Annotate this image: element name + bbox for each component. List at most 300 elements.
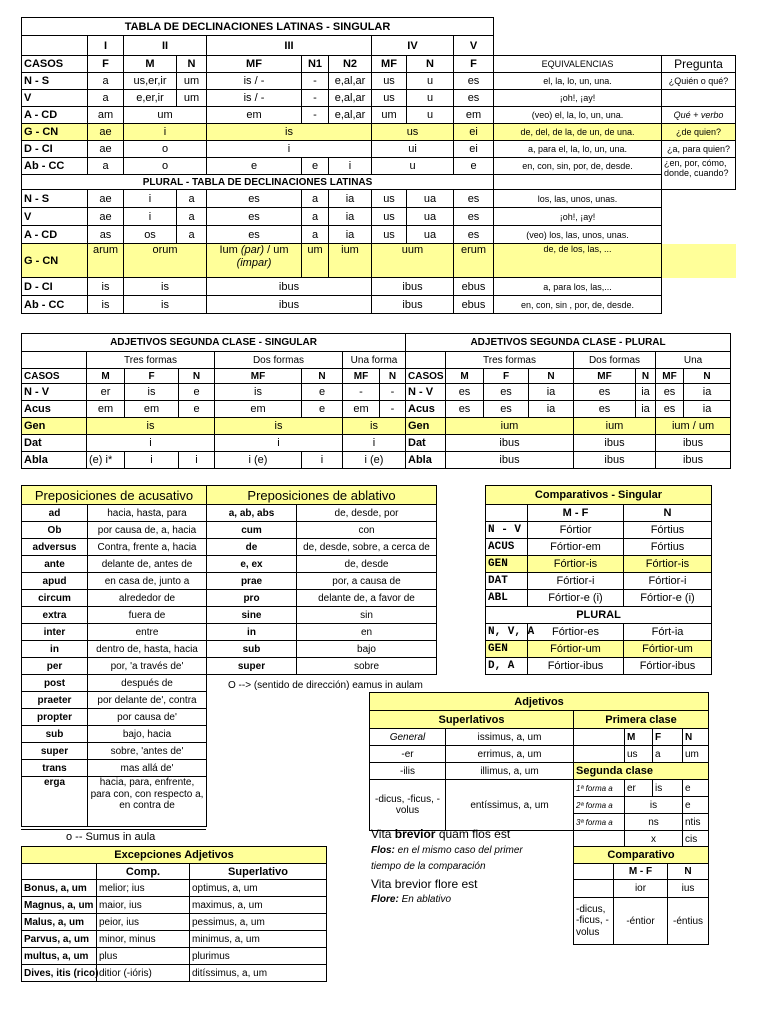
primera-ending: um [683, 746, 709, 763]
adj-tres-formas: Tres formas [446, 352, 574, 369]
comp-mf: Fórtior-es [528, 624, 624, 641]
exception-comparative: plus [97, 948, 190, 965]
adj-head-1: M [446, 369, 484, 384]
adj-row [22, 435, 406, 452]
adj-head-7: N [380, 369, 406, 384]
equivalencia-cell: ¡oh!, ¡ay! [494, 208, 662, 226]
prep-abl-row [207, 556, 437, 573]
ending-cell: e,al,ar [329, 90, 372, 107]
adj-forms-blank [406, 352, 446, 369]
comparativo-dicus-label: -dicus, -ficus, -volus [574, 898, 614, 945]
adj-cell: ium [446, 418, 574, 435]
prep-location-note: o -- Sumus in aula [66, 831, 156, 843]
prep-abl-row [207, 539, 437, 556]
exception-adjective: Parvus, a, um [22, 931, 97, 948]
adj-cell: er [87, 384, 125, 401]
comp-sing-row [486, 539, 712, 556]
prep-abl-row [207, 590, 437, 607]
pregunta-cell: Qué + verbo [662, 107, 736, 124]
comparativo-head-n: N [668, 864, 709, 880]
ending-cell: uum [372, 244, 454, 278]
super-label: -dicus, -ficus, -volus [370, 780, 446, 831]
equivalencia-cell: el, la, lo, un, una. [494, 73, 662, 90]
group-I: I [88, 36, 124, 56]
declension-table [21, 17, 729, 314]
caso-label: D - CI [22, 278, 88, 296]
adj-caso: Dat [22, 435, 87, 452]
adj-cell: ium [574, 418, 656, 435]
prep-meaning: mas allá de' [88, 760, 207, 777]
prep-meaning: en casa de, junto a [88, 573, 207, 590]
ending-cell: us [372, 73, 407, 90]
caso-label: Ab - CC [22, 296, 88, 314]
prep-word: praeter [22, 692, 88, 709]
prep-word: post [22, 675, 88, 692]
decl-head-2: M [124, 56, 177, 73]
ending-cell: a [177, 190, 207, 208]
prep-word: per [22, 658, 88, 675]
exception-comparative: peior, ius [97, 914, 190, 931]
ending-cell: es [454, 73, 494, 90]
exception-superlative: minimus, a, um [190, 931, 327, 948]
decl-head-4: MF [207, 56, 302, 73]
adj-cell: em [125, 401, 179, 418]
comp-n: Fórtior-ibus [624, 658, 712, 675]
prep-word: sub [22, 726, 88, 743]
prep-acc-row [22, 624, 207, 641]
adj-cell: e [302, 401, 343, 418]
segunda-clase-title: Segunda clase [574, 763, 709, 780]
segunda-ending: x [625, 831, 683, 848]
segunda-forma: 3ª forma a [574, 814, 625, 831]
adj-cell: e [179, 401, 215, 418]
adj-cell: ia [636, 401, 656, 418]
pregunta-cell-empty [662, 296, 736, 314]
prep-acc-row [22, 641, 207, 658]
adj-caso: Acus [406, 401, 446, 418]
prep-meaning: en [297, 624, 437, 641]
prepositions-accusative [21, 485, 206, 827]
ending-cell: es [207, 208, 302, 226]
comp-mf: Fórtior-em [528, 539, 624, 556]
equivalencia-cell: en, con, sin , por, de, desde. [494, 296, 662, 314]
segunda-ending: ntis [683, 814, 709, 831]
adj-cell: i (e) [215, 452, 302, 469]
caso-label: D - CI [22, 141, 88, 158]
prep-divider [21, 829, 206, 830]
comp-case: GEN [486, 556, 528, 573]
ending-cell: i [124, 124, 207, 141]
prep-meaning: por causa de, a, hacia [88, 522, 207, 539]
pregunta-cell-empty [662, 226, 736, 244]
ending-cell: a [88, 73, 124, 90]
vita-line-4: Vita brevior flore est [371, 877, 478, 891]
segunda-ending: er [625, 780, 653, 797]
ending-cell: is [88, 296, 124, 314]
segunda-ending: e [683, 780, 709, 797]
ending-cell: is [88, 278, 124, 296]
prep-word: ad [22, 505, 88, 522]
ending-cell: us [372, 90, 407, 107]
comp-sing-row [486, 590, 712, 607]
prep-word: extra [22, 607, 88, 624]
prep-meaning: hacia, para, enfrente, para con, con respecto a, en contra de [88, 777, 207, 827]
ending-cell: ia [329, 226, 372, 244]
adj-cell: ibus [656, 452, 731, 469]
adj-singular-grid [21, 333, 406, 469]
exception-superlative: maximus, a, um [190, 897, 327, 914]
ending-cell: ibus [372, 278, 454, 296]
decl-head-5: N1 [302, 56, 329, 73]
ending-cell: ei [454, 124, 494, 141]
comp-case: D, A [486, 658, 528, 675]
adj-cell: i (e) [343, 452, 406, 469]
comp-head-n: N [624, 505, 712, 522]
caso-label: N - S [22, 190, 88, 208]
adj-cell: (e) i* [87, 452, 125, 469]
ending-cell: ibus [207, 296, 372, 314]
prep-meaning: delante de, antes de [88, 556, 207, 573]
prep-meaning: bajo [297, 641, 437, 658]
adj-cell: es [656, 384, 684, 401]
comp-n: Fórtius [624, 522, 712, 539]
segunda-ending: ns [625, 814, 683, 831]
comp-case: N - V [486, 522, 528, 539]
prep-word: in [22, 641, 88, 658]
comparatives-grid [485, 485, 712, 675]
adj-cell: i [302, 452, 343, 469]
adj-caso: Abla [406, 452, 446, 469]
prep-acc-row [22, 658, 207, 675]
comp-case: N, V, A [486, 624, 528, 641]
ending-cell: ua [407, 208, 454, 226]
prep-word: circum [22, 590, 88, 607]
prep-word: sine [207, 607, 297, 624]
prep-meaning: hacia, hasta, para [88, 505, 207, 522]
adj-cell: is [215, 384, 302, 401]
equivalencia-cell: en, con, sin, por, de, desde. [494, 158, 662, 175]
adj-cell: is [343, 418, 406, 435]
comp-case: GEN [486, 641, 528, 658]
equivalencia-cell: a, para el, la, lo, un, una. [494, 141, 662, 158]
prep-word: e, ex [207, 556, 297, 573]
equivalencias-head: EQUIVALENCIAS [494, 56, 662, 73]
adj-forms-blank [22, 352, 87, 369]
prep-meaning: Contra, frente a, hacia [88, 539, 207, 556]
comp-n: Fórtior-um [624, 641, 712, 658]
adj-cell: i [125, 452, 179, 469]
ending-cell: e [302, 158, 329, 175]
super-ending: errimus, a, um [446, 746, 574, 763]
adj-cell: ibus [574, 435, 656, 452]
prep-acc-row [22, 505, 207, 522]
adj-row [22, 452, 406, 469]
adj-row [22, 384, 406, 401]
comp-plur-row [486, 641, 712, 658]
adj-row [406, 418, 731, 435]
exceptions-title: Excepciones Adjetivos [22, 847, 327, 864]
adj-head-3: N [179, 369, 215, 384]
ending-cell: es [207, 190, 302, 208]
ending-cell: a [88, 90, 124, 107]
comp-case: ACUS [486, 539, 528, 556]
exceptions-grid [21, 846, 327, 982]
prep-abl-row [207, 522, 437, 539]
prep-meaning: entre [88, 624, 207, 641]
ending-cell: us [372, 124, 454, 141]
adj-caso: N - V [22, 384, 87, 401]
caso-label: A - CD [22, 226, 88, 244]
comp-mf: Fórtior-e (i) [528, 590, 624, 607]
segunda-forma [574, 831, 625, 848]
adj-head-6: MF [656, 369, 684, 384]
adj-cell: em [215, 401, 302, 418]
equivalencia-cell: a, para los, las,... [494, 278, 662, 296]
ending-cell: erum [454, 244, 494, 278]
exception-row [22, 914, 327, 931]
ending-cell: os [124, 226, 177, 244]
ending-cell: u [407, 90, 454, 107]
ending-cell: us,er,ir [124, 73, 177, 90]
ending-cell: o [124, 141, 207, 158]
comp-plur-row [486, 624, 712, 641]
ending-cell: am [88, 107, 124, 124]
ending-cell: i [207, 141, 372, 158]
decl-head-8: N [407, 56, 454, 73]
ending-cell: ui [372, 141, 454, 158]
decl-plural-row [22, 278, 736, 296]
ending-cell: es [454, 90, 494, 107]
vita-line-5: Flore: En ablativo [371, 894, 452, 905]
adj-cell: ibus [574, 452, 656, 469]
adj-una-forma: Una forma [343, 352, 406, 369]
prep-abl-row [207, 658, 437, 675]
adj-cell: ia [684, 401, 731, 418]
prep-word: apud [22, 573, 88, 590]
prep-acc-row [22, 692, 207, 709]
adj-head-7: N [684, 369, 731, 384]
ending-cell: ei [454, 141, 494, 158]
exception-comparative: ditior (-ióris) [97, 965, 190, 982]
exception-superlative: optimus, a, um [190, 880, 327, 897]
prep-meaning: sobre [297, 658, 437, 675]
comparativo-mf: ior [614, 880, 668, 898]
adj-caso: Dat [406, 435, 446, 452]
adj-cell: i [215, 435, 343, 452]
adj-row [406, 435, 731, 452]
exception-superlative: pessimus, a, um [190, 914, 327, 931]
comp-mf: Fórtior-is [528, 556, 624, 573]
caso-label: Ab - CC [22, 158, 88, 175]
prep-meaning: delante de, a favor de [297, 590, 437, 607]
exception-comparative: maior, ius [97, 897, 190, 914]
segunda-ending: cis [683, 831, 709, 848]
decl-head-0: CASOS [22, 56, 88, 73]
comp-n: Fórtior-i [624, 573, 712, 590]
prep-acc-row [22, 709, 207, 726]
comp-sing-row [486, 556, 712, 573]
comparativo-box [573, 846, 708, 945]
plural-title: PLURAL - TABLA DE DECLINACIONES LATINAS [22, 175, 494, 190]
comparativo-n: ius [668, 880, 709, 898]
adj-cell: - [380, 384, 406, 401]
comp-plur-row [486, 658, 712, 675]
comp-n: Fórtior-is [624, 556, 712, 573]
plural-title-gap [494, 175, 662, 190]
prep-meaning: de, desde, sobre, a cerca de [297, 539, 437, 556]
ending-cell: em [207, 107, 302, 124]
prep-word: cum [207, 522, 297, 539]
exception-superlative: plurimus [190, 948, 327, 965]
ending-cell: ibus [372, 296, 454, 314]
segunda-ending: is [653, 780, 683, 797]
adj-title: ADJETIVOS SEGUNDA CLASE - PLURAL [406, 334, 731, 352]
prep-word: propter [22, 709, 88, 726]
ending-cell: e,er,ir [124, 90, 177, 107]
caso-label: G - CN [22, 244, 88, 278]
adj-head-5: N [636, 369, 656, 384]
ending-cell: a [302, 226, 329, 244]
caso-label: V [22, 208, 88, 226]
ending-cell: um [177, 90, 207, 107]
primera-head: F [653, 729, 683, 746]
adj-head-2: F [484, 369, 529, 384]
adj-caso: Abla [22, 452, 87, 469]
decl-head-9: F [454, 56, 494, 73]
ending-cell: es [207, 226, 302, 244]
exception-adjective: Dives, itis (rico) [22, 965, 97, 982]
adj-cell: es [484, 401, 529, 418]
vita-line-3: tiempo de la comparación [371, 861, 486, 872]
adj-cell: ibus [446, 452, 574, 469]
prep-direction-note: O --> (sentido de dirección) eamus in aulam [228, 680, 423, 691]
decl-plural-row [22, 190, 736, 208]
adj-cell: es [446, 401, 484, 418]
adj-cell: ia [636, 384, 656, 401]
ending-cell: i [124, 190, 177, 208]
segunda-ending: e [683, 797, 709, 814]
prep-word: ante [22, 556, 88, 573]
decl-singular-row [22, 90, 736, 107]
adj-cell: is [87, 418, 215, 435]
prep-meaning: sobre, 'antes de' [88, 743, 207, 760]
decl-singular-row [22, 73, 736, 90]
prep-acc-row [22, 590, 207, 607]
adjectives-title: Adjetivos [370, 693, 709, 711]
adj-cell: es [484, 384, 529, 401]
exception-row [22, 931, 327, 948]
adj-cell: em [343, 401, 380, 418]
comp-case: ABL [486, 590, 528, 607]
ending-cell: us [372, 226, 407, 244]
exception-adjective: Bonus, a, um [22, 880, 97, 897]
ending-cell: ae [88, 124, 124, 141]
prep-meaning: de, desde, por [297, 505, 437, 522]
prep-meaning: sin [297, 607, 437, 624]
prep-meaning: dentro de, hasta, hacia [88, 641, 207, 658]
ending-cell: e [454, 158, 494, 175]
ending-cell: - [302, 90, 329, 107]
comparativo-dicus-n: -éntius [668, 898, 709, 945]
adj-row [22, 418, 406, 435]
comp-case: DAT [486, 573, 528, 590]
exception-row [22, 965, 327, 982]
equivalencia-cell: de, de los, las, ... [494, 244, 662, 278]
group-III: III [207, 36, 372, 56]
comp-n: Fórtius [624, 539, 712, 556]
prep-word: Ob [22, 522, 88, 539]
adj-cell: i [343, 435, 406, 452]
pregunta-head: Pregunta [662, 56, 736, 73]
decl-singular-row [22, 107, 736, 124]
exc-head-super: Superlativo [190, 864, 327, 880]
exc-head-comp: Comp. [97, 864, 190, 880]
group-V: V [454, 36, 494, 56]
pregunta-cell-empty [662, 90, 736, 107]
ending-cell: e,al,ar [329, 73, 372, 90]
ending-cell: - [302, 107, 329, 124]
prep-meaning: por causa de' [88, 709, 207, 726]
primera-head: N [683, 729, 709, 746]
comp-sing-row [486, 573, 712, 590]
adj-cell: es [574, 401, 636, 418]
ending-cell: us [372, 190, 407, 208]
ending-cell: e,al,ar [329, 107, 372, 124]
prep-acc-grid [21, 485, 207, 827]
decl-plural-row [22, 296, 736, 314]
ending-cell: u [372, 158, 454, 175]
prep-abl-row [207, 624, 437, 641]
adj-row [406, 452, 731, 469]
segunda-forma: 2ª forma a [574, 797, 625, 814]
comparatives-title: Comparativos - Singular [486, 486, 712, 505]
prep-meaning: por delante de', contra [88, 692, 207, 709]
prep-acc-row [22, 760, 207, 777]
ending-cell: ae [88, 141, 124, 158]
prep-meaning: de, desde [297, 556, 437, 573]
comparatives [485, 485, 711, 675]
adj-dos-formas: Dos formas [215, 352, 343, 369]
adj-cell: es [574, 384, 636, 401]
adj-tres-formas: Tres formas [87, 352, 215, 369]
prep-word: erga [22, 777, 88, 827]
adj-cell: is [125, 384, 179, 401]
ending-cell: um [177, 73, 207, 90]
ending-cell: is / - [207, 90, 302, 107]
prep-abl-grid [206, 485, 437, 675]
equivalencia-cell: ¡oh!, ¡ay! [494, 90, 662, 107]
prep-acc-row [22, 573, 207, 590]
adj-head-4: MF [215, 369, 302, 384]
prep-word: a, ab, abs [207, 505, 297, 522]
adj-cell: i [87, 435, 215, 452]
adjectives-summary-grid [369, 692, 709, 848]
segunda-forma: 1ª forma a [574, 780, 625, 797]
decl-head-1: F [88, 56, 124, 73]
primera-blank [574, 729, 625, 746]
exception-superlative: ditíssimus, a, um [190, 965, 327, 982]
prep-acc-row [22, 607, 207, 624]
decl-plural-row [22, 244, 736, 278]
equivalencia-cell: (veo) los, las, unos, unas. [494, 226, 662, 244]
adjectives-summary [369, 692, 708, 848]
prep-word: adversus [22, 539, 88, 556]
ending-cell: em [454, 107, 494, 124]
prep-meaning: fuera de [88, 607, 207, 624]
prep-abl-row [207, 607, 437, 624]
primera-head: M [625, 729, 653, 746]
decl-singular-row [22, 141, 736, 158]
